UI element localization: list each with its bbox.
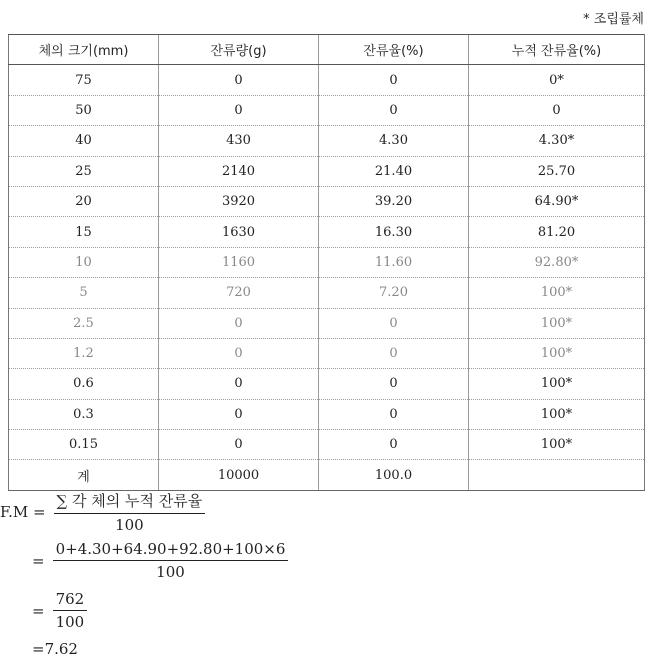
cell-mass: 2140 [159,156,319,186]
cell-cumulative: 100* [469,399,645,429]
cell-percent: 0 [319,430,469,460]
table-row [9,186,645,216]
cell-total-mass: 10000 [159,460,319,490]
cell-mass: 430 [159,126,319,156]
formula-line-1 [0,490,205,534]
table-total-row [9,460,645,490]
table-row [9,399,645,429]
cell-size: 15 [9,217,159,247]
formula-line-4 [32,640,78,658]
cell-mass: 1630 [159,217,319,247]
cell-size: 0.15 [9,430,159,460]
cell-size: 50 [9,95,159,125]
cell-size: 0.6 [9,369,159,399]
fineness-modulus-formula [0,490,640,665]
cell-size: 40 [9,126,159,156]
table-row [9,308,645,338]
cell-size: 2.5 [9,308,159,338]
cell-size: 10 [9,247,159,277]
cell-mass: 0 [159,65,319,95]
formula-lhs: F.M = [0,503,46,521]
formula-line-3 [32,590,87,631]
cell-cumulative: 0* [469,65,645,95]
cell-cumulative: 81.20 [469,217,645,247]
cell-mass: 0 [159,430,319,460]
fraction-denominator: 100 [156,563,185,581]
equals-sign: = [32,601,45,620]
cell-total-percent: 100.0 [319,460,469,490]
cell-cumulative: 4.30* [469,126,645,156]
header-sieve-size: 체의 크기(mm) [9,35,159,65]
header-retained-mass: 잔류량(g) [159,35,319,65]
cell-cumulative: 100* [469,338,645,368]
cell-mass: 0 [159,95,319,125]
cell-percent: 0 [319,95,469,125]
note-label: * 조립률체 [583,12,644,27]
header-cumulative-percent: 누적 잔류율(%) [469,35,645,65]
fraction-denominator: 100 [55,613,85,631]
table-row [9,217,645,247]
table-row [9,126,645,156]
cell-cumulative: 100* [469,369,645,399]
cell-cumulative: 92.80* [469,247,645,277]
table-row [9,65,645,95]
formula-fraction-2 [53,540,289,581]
table-row [9,338,645,368]
cell-size: 1.2 [9,338,159,368]
table-row [9,95,645,125]
cell-percent: 11.60 [319,247,469,277]
cell-size: 0.3 [9,399,159,429]
cell-mass: 0 [159,308,319,338]
formula-fraction-3 [53,590,88,631]
cell-cumulative: 64.90* [469,186,645,216]
cell-size: 20 [9,186,159,216]
formula-fraction-1 [54,490,206,534]
fraction-denominator: 100 [115,516,144,534]
cell-size: 25 [9,156,159,186]
cell-mass: 3920 [159,186,319,216]
table-header-row [9,35,645,65]
cell-cumulative: 100* [469,278,645,308]
cell-cumulative: 100* [469,308,645,338]
table-row [9,278,645,308]
cell-percent: 0 [319,338,469,368]
cell-percent: 4.30 [319,126,469,156]
cell-percent: 21.40 [319,156,469,186]
cell-cumulative: 0 [469,95,645,125]
table-row [9,369,645,399]
cell-mass: 0 [159,338,319,368]
formula-line-2 [32,540,288,581]
equals-sign: = [32,551,45,570]
cell-cumulative: 25.70 [469,156,645,186]
cell-percent: 0 [319,399,469,429]
cell-mass: 0 [159,399,319,429]
header-retained-percent: 잔류율(%) [319,35,469,65]
table-row [9,247,645,277]
formula-result: =7.62 [32,640,78,658]
cell-percent: 0 [319,65,469,95]
cell-total-cumulative [469,460,645,490]
cell-cumulative: 100* [469,430,645,460]
cell-percent: 39.20 [319,186,469,216]
cell-mass: 1160 [159,247,319,277]
cell-total-label: 계 [9,460,159,490]
sieve-analysis-table [8,34,645,491]
cell-percent: 16.30 [319,217,469,247]
fraction-numerator: 0+4.30+64.90+92.80+100×6 [53,540,289,561]
cell-percent: 0 [319,369,469,399]
cell-percent: 7.20 [319,278,469,308]
cell-percent: 0 [319,308,469,338]
cell-size: 75 [9,65,159,95]
table-row [9,156,645,186]
cell-mass: 720 [159,278,319,308]
cell-mass: 0 [159,369,319,399]
table-row [9,430,645,460]
fraction-numerator: ∑ 각 체의 누적 잔류율 [54,490,206,514]
cell-size: 5 [9,278,159,308]
fraction-numerator: 762 [53,590,88,611]
